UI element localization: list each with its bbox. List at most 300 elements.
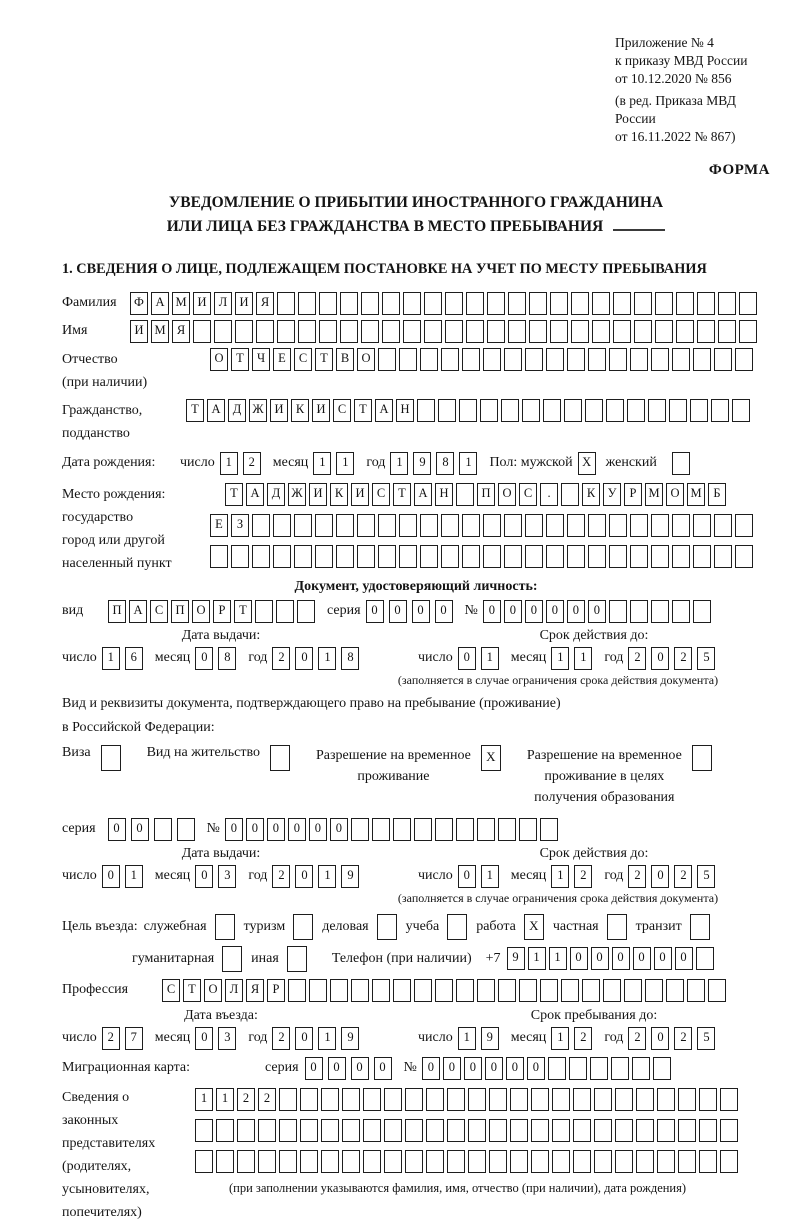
char-cell[interactable]: 1 (318, 865, 336, 888)
char-cell[interactable] (154, 818, 172, 841)
char-cell[interactable]: 2 (628, 647, 646, 670)
char-cell[interactable] (414, 979, 432, 1002)
char-cell[interactable] (252, 514, 270, 537)
char-cell[interactable]: 5 (697, 647, 715, 670)
char-cell[interactable]: 1 (195, 1088, 213, 1111)
char-cell[interactable] (632, 1057, 650, 1080)
char-cell[interactable] (378, 348, 396, 371)
char-cell[interactable]: 8 (436, 452, 454, 475)
char-cell[interactable] (403, 320, 421, 343)
char-cell[interactable] (573, 1119, 591, 1142)
char-cell[interactable] (300, 1150, 318, 1173)
char-cell[interactable] (693, 514, 711, 537)
char-cell[interactable] (340, 292, 358, 315)
char-cell[interactable] (315, 545, 333, 568)
char-cell[interactable]: 6 (125, 647, 143, 670)
char-cell[interactable] (655, 320, 673, 343)
char-cell[interactable]: Е (210, 514, 228, 537)
char-cell[interactable] (693, 545, 711, 568)
char-cell[interactable] (519, 979, 537, 1002)
char-cell[interactable]: 0 (527, 1057, 545, 1080)
char-cell[interactable]: Л (225, 979, 243, 1002)
char-cell[interactable]: 0 (458, 865, 476, 888)
char-cell[interactable] (222, 946, 242, 972)
char-cell[interactable] (441, 514, 459, 537)
char-cell[interactable] (504, 514, 522, 537)
char-cell[interactable] (504, 545, 522, 568)
char-cell[interactable] (216, 1119, 234, 1142)
char-cell[interactable] (426, 1088, 444, 1111)
char-cell[interactable]: О (498, 483, 516, 506)
char-cell[interactable] (405, 1119, 423, 1142)
char-cell[interactable] (525, 545, 543, 568)
char-cell[interactable] (672, 348, 690, 371)
char-cell[interactable]: 0 (422, 1057, 440, 1080)
char-cell[interactable] (441, 348, 459, 371)
char-cell[interactable]: С (333, 399, 351, 422)
char-cell[interactable] (294, 545, 312, 568)
char-cell[interactable] (510, 1119, 528, 1142)
char-cell[interactable]: А (375, 399, 393, 422)
char-cell[interactable] (279, 1088, 297, 1111)
char-cell[interactable]: 0 (108, 818, 126, 841)
char-cell[interactable] (426, 1150, 444, 1173)
char-cell[interactable] (420, 348, 438, 371)
char-cell[interactable]: 0 (506, 1057, 524, 1080)
char-cell[interactable]: Т (225, 483, 243, 506)
char-cell[interactable] (195, 1119, 213, 1142)
char-cell[interactable]: 1 (528, 947, 546, 970)
char-cell[interactable] (321, 1088, 339, 1111)
char-cell[interactable]: . (540, 483, 558, 506)
char-cell[interactable] (276, 600, 294, 623)
char-cell[interactable] (447, 1088, 465, 1111)
char-cell[interactable] (657, 1088, 675, 1111)
char-cell[interactable] (399, 545, 417, 568)
char-cell[interactable] (546, 514, 564, 537)
char-cell[interactable] (361, 292, 379, 315)
char-cell[interactable] (651, 545, 669, 568)
char-cell[interactable] (564, 399, 582, 422)
char-cell[interactable] (508, 320, 526, 343)
char-cell[interactable] (321, 1150, 339, 1173)
char-cell[interactable]: 3 (218, 865, 236, 888)
char-cell[interactable] (529, 292, 547, 315)
char-cell[interactable] (615, 1088, 633, 1111)
char-cell[interactable]: 1 (459, 452, 477, 475)
char-cell[interactable] (697, 292, 715, 315)
char-cell[interactable] (594, 1088, 612, 1111)
char-cell[interactable]: 1 (102, 647, 120, 670)
char-cell[interactable]: 0 (588, 600, 606, 623)
char-cell[interactable]: Ч (252, 348, 270, 371)
char-cell[interactable]: 0 (443, 1057, 461, 1080)
char-cell[interactable] (466, 292, 484, 315)
char-cell[interactable]: 0 (295, 647, 313, 670)
char-cell[interactable] (732, 399, 750, 422)
char-cell[interactable] (630, 600, 648, 623)
char-cell[interactable] (445, 292, 463, 315)
char-cell[interactable] (714, 514, 732, 537)
char-cell[interactable] (273, 514, 291, 537)
char-cell[interactable] (561, 979, 579, 1002)
char-cell[interactable] (399, 514, 417, 537)
char-cell[interactable] (678, 1150, 696, 1173)
char-cell[interactable]: Я (172, 320, 190, 343)
char-cell[interactable]: Я (246, 979, 264, 1002)
char-cell[interactable]: Т (231, 348, 249, 371)
char-cell[interactable] (399, 348, 417, 371)
char-cell[interactable]: 0 (305, 1057, 323, 1080)
char-cell[interactable] (531, 1150, 549, 1173)
char-cell[interactable] (456, 818, 474, 841)
char-cell[interactable]: И (312, 399, 330, 422)
char-cell[interactable] (543, 399, 561, 422)
char-cell[interactable] (552, 1150, 570, 1173)
char-cell[interactable] (342, 1119, 360, 1142)
char-cell[interactable]: 0 (351, 1057, 369, 1080)
char-cell[interactable]: Т (183, 979, 201, 1002)
char-cell[interactable]: 1 (458, 1027, 476, 1050)
char-cell[interactable]: Т (234, 600, 252, 623)
char-cell[interactable]: 2 (674, 865, 692, 888)
char-cell[interactable]: П (108, 600, 126, 623)
char-cell[interactable] (613, 292, 631, 315)
char-cell[interactable]: М (151, 320, 169, 343)
char-cell[interactable] (609, 545, 627, 568)
char-cell[interactable]: Т (315, 348, 333, 371)
char-cell[interactable] (483, 514, 501, 537)
char-cell[interactable]: И (130, 320, 148, 343)
char-cell[interactable] (215, 914, 235, 940)
char-cell[interactable]: У (603, 483, 621, 506)
char-cell[interactable] (567, 514, 585, 537)
char-cell[interactable] (258, 1150, 276, 1173)
char-cell[interactable] (718, 292, 736, 315)
char-cell[interactable]: 9 (481, 1027, 499, 1050)
char-cell[interactable]: М (687, 483, 705, 506)
char-cell[interactable] (297, 600, 315, 623)
char-cell[interactable] (351, 818, 369, 841)
char-cell[interactable]: 1 (551, 865, 569, 888)
char-cell[interactable] (540, 818, 558, 841)
char-cell[interactable]: 5 (697, 865, 715, 888)
char-cell[interactable]: О (192, 600, 210, 623)
char-cell[interactable] (672, 600, 690, 623)
char-cell[interactable] (693, 348, 711, 371)
char-cell[interactable] (501, 399, 519, 422)
char-cell[interactable] (101, 745, 121, 771)
char-cell[interactable] (720, 1119, 738, 1142)
char-cell[interactable] (720, 1150, 738, 1173)
char-cell[interactable] (714, 545, 732, 568)
char-cell[interactable] (330, 979, 348, 1002)
char-cell[interactable] (592, 292, 610, 315)
char-cell[interactable] (489, 1150, 507, 1173)
char-cell[interactable]: 0 (195, 865, 213, 888)
char-cell[interactable]: 0 (374, 1057, 392, 1080)
char-cell[interactable]: 2 (628, 865, 646, 888)
char-cell[interactable]: Ж (288, 483, 306, 506)
char-cell[interactable] (669, 399, 687, 422)
char-cell[interactable] (567, 348, 585, 371)
char-cell[interactable]: 0 (102, 865, 120, 888)
char-cell[interactable]: 1 (551, 1027, 569, 1050)
char-cell[interactable]: С (162, 979, 180, 1002)
char-cell[interactable] (477, 979, 495, 1002)
char-cell[interactable] (651, 514, 669, 537)
char-cell[interactable] (361, 320, 379, 343)
char-cell[interactable] (405, 1088, 423, 1111)
char-cell[interactable] (525, 514, 543, 537)
char-cell[interactable] (690, 399, 708, 422)
char-cell[interactable] (483, 545, 501, 568)
char-cell[interactable] (594, 1150, 612, 1173)
char-cell[interactable] (498, 818, 516, 841)
char-cell[interactable]: 0 (288, 818, 306, 841)
char-cell[interactable]: 0 (458, 647, 476, 670)
char-cell[interactable] (231, 545, 249, 568)
char-cell[interactable] (466, 320, 484, 343)
char-cell[interactable]: 0 (464, 1057, 482, 1080)
char-cell[interactable]: К (582, 483, 600, 506)
char-cell[interactable]: 2 (243, 452, 261, 475)
char-cell[interactable]: 0 (435, 600, 453, 623)
char-cell[interactable]: 0 (651, 1027, 669, 1050)
char-cell[interactable]: 0 (246, 818, 264, 841)
char-cell[interactable]: 2 (272, 865, 290, 888)
char-cell[interactable]: К (291, 399, 309, 422)
char-cell[interactable]: 2 (237, 1088, 255, 1111)
char-cell[interactable] (447, 1119, 465, 1142)
char-cell[interactable] (298, 292, 316, 315)
char-cell[interactable] (672, 514, 690, 537)
char-cell[interactable] (687, 979, 705, 1002)
char-cell[interactable] (357, 545, 375, 568)
char-cell[interactable]: 0 (675, 947, 693, 970)
char-cell[interactable]: И (309, 483, 327, 506)
char-cell[interactable] (690, 914, 710, 940)
char-cell[interactable]: А (129, 600, 147, 623)
char-cell[interactable] (693, 600, 711, 623)
char-cell[interactable] (193, 320, 211, 343)
char-cell[interactable] (739, 292, 757, 315)
char-cell[interactable] (483, 348, 501, 371)
char-cell[interactable] (699, 1119, 717, 1142)
char-cell[interactable]: 2 (574, 1027, 592, 1050)
char-cell[interactable] (611, 1057, 629, 1080)
char-cell[interactable] (567, 545, 585, 568)
char-cell[interactable]: Т (186, 399, 204, 422)
char-cell[interactable] (692, 745, 712, 771)
char-cell[interactable]: 2 (674, 647, 692, 670)
char-cell[interactable] (592, 320, 610, 343)
char-cell[interactable]: 0 (412, 600, 430, 623)
char-cell[interactable] (735, 545, 753, 568)
char-cell[interactable] (378, 514, 396, 537)
char-cell[interactable]: 1 (551, 647, 569, 670)
char-cell[interactable] (237, 1119, 255, 1142)
char-cell[interactable] (531, 1119, 549, 1142)
char-cell[interactable] (177, 818, 195, 841)
char-cell[interactable] (573, 1150, 591, 1173)
char-cell[interactable]: И (235, 292, 253, 315)
char-cell[interactable] (435, 818, 453, 841)
char-cell[interactable]: 0 (366, 600, 384, 623)
char-cell[interactable]: 1 (318, 647, 336, 670)
char-cell[interactable]: 0 (330, 818, 348, 841)
char-cell[interactable] (504, 348, 522, 371)
char-cell[interactable] (342, 1150, 360, 1173)
char-cell[interactable]: 0 (267, 818, 285, 841)
char-cell[interactable] (666, 979, 684, 1002)
char-cell[interactable] (462, 545, 480, 568)
char-cell[interactable] (378, 545, 396, 568)
char-cell[interactable]: С (294, 348, 312, 371)
char-cell[interactable]: 0 (483, 600, 501, 623)
char-cell[interactable]: 2 (628, 1027, 646, 1050)
char-cell[interactable]: Л (214, 292, 232, 315)
char-cell[interactable]: Р (624, 483, 642, 506)
char-cell[interactable]: 9 (341, 1027, 359, 1050)
char-cell[interactable] (384, 1119, 402, 1142)
char-cell[interactable]: X (578, 452, 596, 475)
char-cell[interactable] (384, 1150, 402, 1173)
char-cell[interactable]: 1 (220, 452, 238, 475)
char-cell[interactable]: 1 (336, 452, 354, 475)
char-cell[interactable] (508, 292, 526, 315)
char-cell[interactable] (525, 348, 543, 371)
char-cell[interactable] (456, 979, 474, 1002)
char-cell[interactable]: 1 (481, 865, 499, 888)
char-cell[interactable]: 1 (125, 865, 143, 888)
char-cell[interactable]: С (150, 600, 168, 623)
char-cell[interactable] (319, 320, 337, 343)
char-cell[interactable] (424, 320, 442, 343)
char-cell[interactable]: 1 (481, 647, 499, 670)
char-cell[interactable]: Ф (130, 292, 148, 315)
char-cell[interactable]: 0 (485, 1057, 503, 1080)
char-cell[interactable] (426, 1119, 444, 1142)
char-cell[interactable]: О (357, 348, 375, 371)
char-cell[interactable] (552, 1088, 570, 1111)
char-cell[interactable]: В (336, 348, 354, 371)
char-cell[interactable] (571, 320, 589, 343)
char-cell[interactable]: М (172, 292, 190, 315)
char-cell[interactable] (735, 348, 753, 371)
char-cell[interactable] (273, 545, 291, 568)
char-cell[interactable] (489, 1088, 507, 1111)
char-cell[interactable] (462, 514, 480, 537)
char-cell[interactable]: X (524, 914, 544, 940)
char-cell[interactable] (340, 320, 358, 343)
char-cell[interactable]: А (414, 483, 432, 506)
char-cell[interactable] (609, 600, 627, 623)
char-cell[interactable]: 5 (697, 1027, 715, 1050)
char-cell[interactable]: 1 (549, 947, 567, 970)
char-cell[interactable] (678, 1088, 696, 1111)
char-cell[interactable] (195, 1150, 213, 1173)
char-cell[interactable] (546, 545, 564, 568)
char-cell[interactable] (609, 348, 627, 371)
char-cell[interactable] (522, 399, 540, 422)
char-cell[interactable] (277, 292, 295, 315)
char-cell[interactable] (382, 320, 400, 343)
char-cell[interactable] (655, 292, 673, 315)
char-cell[interactable] (678, 1119, 696, 1142)
char-cell[interactable] (630, 545, 648, 568)
char-cell[interactable] (438, 399, 456, 422)
char-cell[interactable] (720, 1088, 738, 1111)
char-cell[interactable]: П (477, 483, 495, 506)
char-cell[interactable] (645, 979, 663, 1002)
char-cell[interactable] (468, 1088, 486, 1111)
char-cell[interactable]: И (270, 399, 288, 422)
char-cell[interactable]: 0 (328, 1057, 346, 1080)
char-cell[interactable] (277, 320, 295, 343)
char-cell[interactable] (615, 1150, 633, 1173)
char-cell[interactable]: 1 (216, 1088, 234, 1111)
char-cell[interactable]: 0 (633, 947, 651, 970)
char-cell[interactable] (309, 979, 327, 1002)
char-cell[interactable]: 9 (413, 452, 431, 475)
char-cell[interactable]: 0 (389, 600, 407, 623)
char-cell[interactable]: Д (267, 483, 285, 506)
char-cell[interactable] (468, 1119, 486, 1142)
char-cell[interactable] (256, 320, 274, 343)
char-cell[interactable]: О (210, 348, 228, 371)
char-cell[interactable] (606, 399, 624, 422)
char-cell[interactable] (294, 514, 312, 537)
char-cell[interactable] (615, 1119, 633, 1142)
char-cell[interactable]: С (372, 483, 390, 506)
char-cell[interactable] (510, 1150, 528, 1173)
char-cell[interactable] (372, 979, 390, 1002)
char-cell[interactable] (288, 979, 306, 1002)
char-cell[interactable] (711, 399, 729, 422)
char-cell[interactable]: 0 (654, 947, 672, 970)
char-cell[interactable] (420, 514, 438, 537)
char-cell[interactable] (235, 320, 253, 343)
char-cell[interactable] (739, 320, 757, 343)
char-cell[interactable] (393, 979, 411, 1002)
char-cell[interactable]: 0 (309, 818, 327, 841)
char-cell[interactable]: Н (396, 399, 414, 422)
char-cell[interactable]: Р (213, 600, 231, 623)
char-cell[interactable] (342, 1088, 360, 1111)
char-cell[interactable] (441, 545, 459, 568)
char-cell[interactable] (561, 483, 579, 506)
char-cell[interactable]: 0 (525, 600, 543, 623)
char-cell[interactable]: З (231, 514, 249, 537)
char-cell[interactable] (414, 818, 432, 841)
char-cell[interactable]: О (666, 483, 684, 506)
char-cell[interactable] (676, 320, 694, 343)
char-cell[interactable]: 0 (504, 600, 522, 623)
char-cell[interactable]: Ж (249, 399, 267, 422)
char-cell[interactable]: 0 (295, 1027, 313, 1050)
char-cell[interactable] (405, 1150, 423, 1173)
char-cell[interactable]: 2 (272, 1027, 290, 1050)
char-cell[interactable] (588, 348, 606, 371)
char-cell[interactable] (636, 1150, 654, 1173)
char-cell[interactable] (498, 979, 516, 1002)
char-cell[interactable] (363, 1119, 381, 1142)
char-cell[interactable] (255, 600, 273, 623)
char-cell[interactable]: Б (708, 483, 726, 506)
char-cell[interactable] (630, 514, 648, 537)
char-cell[interactable] (624, 979, 642, 1002)
